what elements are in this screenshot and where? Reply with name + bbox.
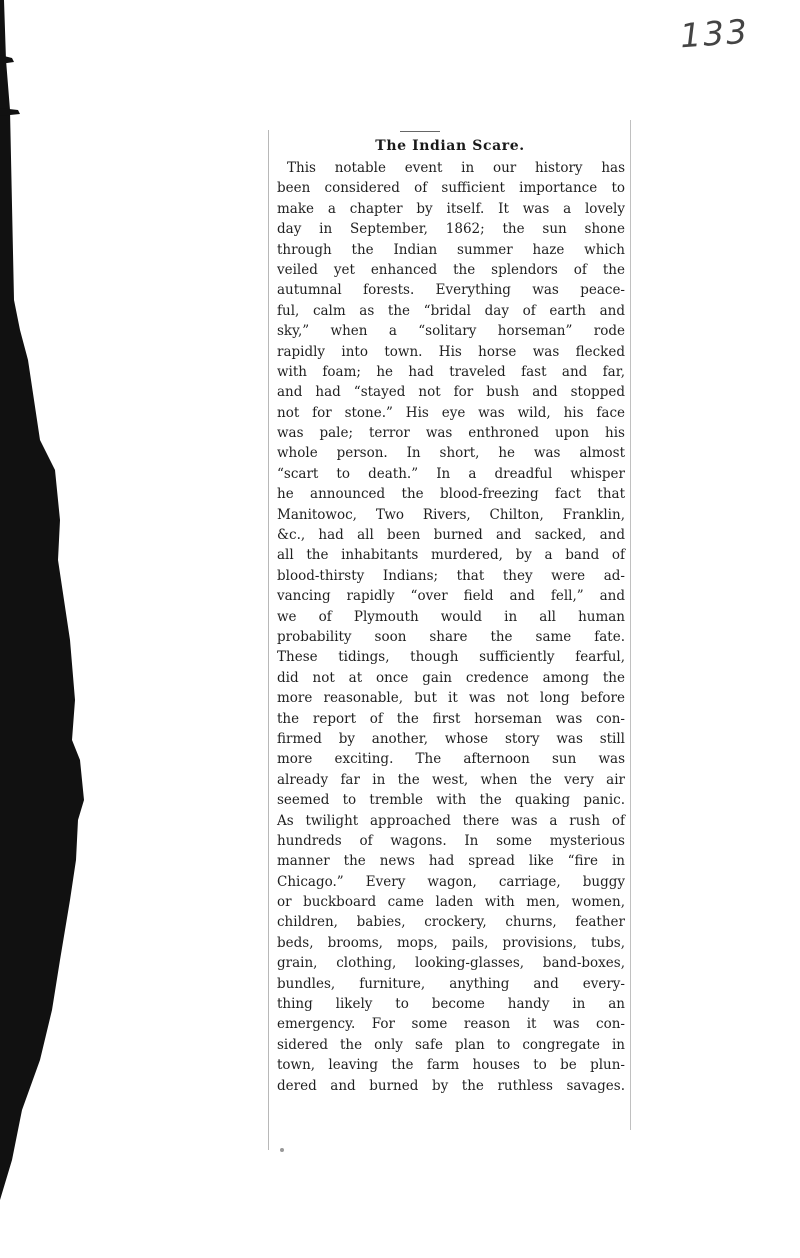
- clipping-left-border: [268, 130, 269, 1150]
- article-line: “scart to death.” In a dreadful whisper: [277, 465, 625, 482]
- article-body: [277, 158, 625, 1096]
- handwritten-page-number: 133: [678, 11, 751, 56]
- article-line: autumnal forests. Everything was peace-: [277, 282, 625, 299]
- article-line: hundreds of wagons. In some mysterious: [277, 832, 625, 849]
- article-line: bundles, furniture, anything and every-: [277, 975, 625, 992]
- article-line: whole person. In short, he was almost: [277, 445, 625, 462]
- ink-speck: [280, 1148, 284, 1152]
- article-line: children, babies, crockery, churns, feather: [277, 914, 625, 931]
- article-title: The Indian Scare.: [375, 138, 525, 154]
- article-line: seemed to tremble with the quaking panic.: [277, 792, 625, 809]
- article-line: As twilight approached there was a rush of: [277, 812, 625, 829]
- article-line: town, leaving the farm houses to be plun-: [277, 1057, 625, 1074]
- article-line: more exciting. The afternoon sun was: [277, 751, 625, 768]
- article-line: Chicago.” Every wagon, carriage, buggy: [277, 873, 625, 890]
- article-line: through the Indian summer haze which: [277, 241, 625, 258]
- article-line: manner the news had spread like “fire in: [277, 853, 625, 870]
- torn-paper-edge: [0, 0, 120, 1258]
- article-line: more reasonable, but it was not long before: [277, 690, 625, 707]
- article-line: dered and burned by the ruthless savages.: [277, 1077, 625, 1094]
- clipping-right-border: [630, 120, 631, 1130]
- article-line: thing likely to become handy in an: [277, 996, 625, 1013]
- article-line: the report of the first horseman was con-: [277, 710, 625, 727]
- article-line: veiled yet enhanced the splendors of the: [277, 261, 625, 278]
- article-line: This notable event in our history has: [287, 160, 625, 176]
- article-line: &c., had all been burned and sacked, and: [277, 527, 625, 544]
- article-line: and had “stayed not for bush and stopped: [277, 384, 625, 401]
- article-line: blood-thirsty Indians; that they were ad-: [277, 567, 625, 584]
- article-line: vancing rapidly “over field and fell,” and: [277, 588, 625, 605]
- article-line: he announced the blood-freezing fact that: [277, 486, 625, 503]
- article-line: already far in the west, when the very air: [277, 771, 625, 788]
- column-rule: [400, 131, 440, 132]
- article-line: These tidings, though sufficiently fearful,: [277, 649, 625, 666]
- article-line: was pale; terror was enthroned upon his: [277, 425, 625, 442]
- article-line: rapidly into town. His horse was flecked: [277, 343, 625, 360]
- article-line: we of Plymouth would in all human: [277, 608, 625, 625]
- article-line: sidered the only safe plan to congregate in: [277, 1036, 625, 1053]
- article-line: day in September, 1862; the sun shone: [277, 221, 625, 238]
- article-line: sky,” when a “solitary horseman” rode: [277, 323, 625, 340]
- article-line: firmed by another, whose story was still: [277, 730, 625, 747]
- article-line: or buckboard came laden with men, women,: [277, 894, 625, 911]
- article-line: probability soon share the same fate.: [277, 628, 625, 645]
- article-line: beds, brooms, mops, pails, provisions, tubs,: [277, 934, 625, 951]
- article-line: did not at once gain credence among the: [277, 669, 625, 686]
- article-line: with foam; he had traveled fast and far,: [277, 363, 625, 380]
- article-line: grain, clothing, looking-glasses, band-boxes,: [277, 955, 625, 972]
- article-line: ful, calm as the “bridal day of earth and: [277, 302, 625, 319]
- article-line: been considered of sufficient importance to: [277, 180, 625, 197]
- article-line: Manitowoc, Two Rivers, Chilton, Franklin,: [277, 506, 625, 523]
- article-line: emergency. For some reason it was con-: [277, 1016, 625, 1033]
- article-line: make a chapter by itself. It was a lovely: [277, 200, 625, 217]
- article-line: all the inhabitants murdered, by a band of: [277, 547, 625, 564]
- article-line: not for stone.” His eye was wild, his face: [277, 404, 625, 421]
